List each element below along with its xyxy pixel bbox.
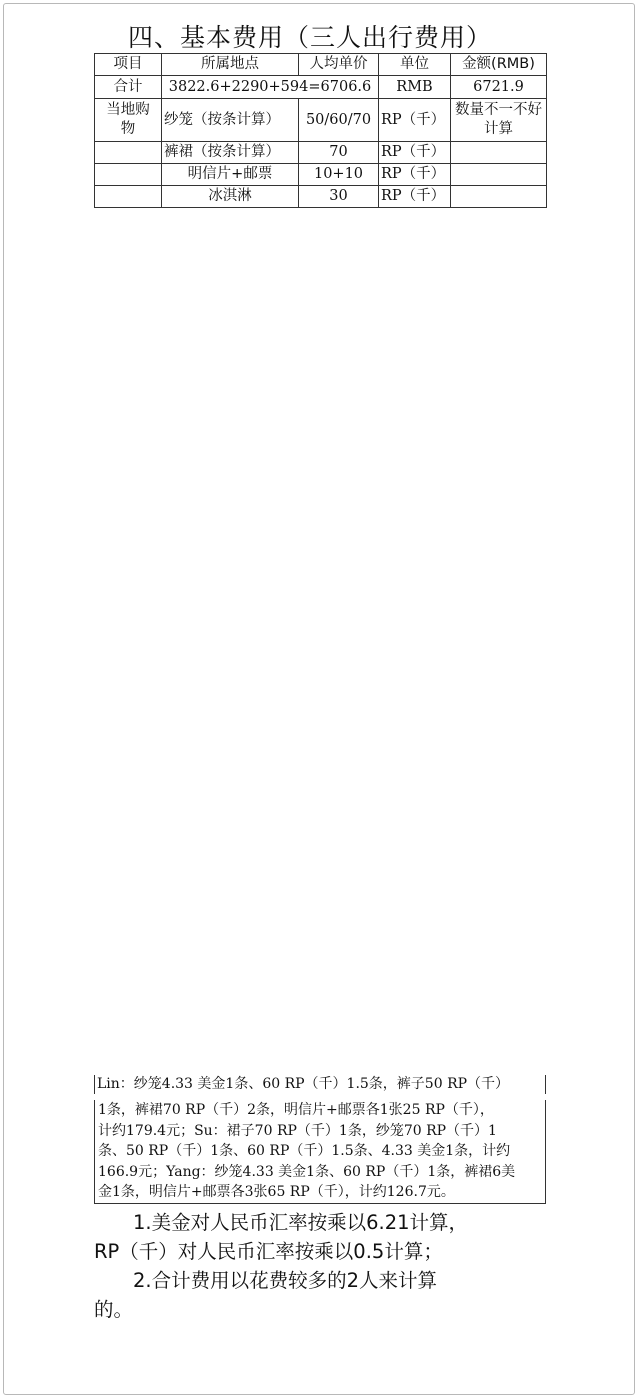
cell-amount (451, 142, 547, 164)
total-label: 合计 (95, 76, 162, 99)
shopping-row (95, 164, 547, 186)
footnotes (94, 1208, 554, 1324)
cell-amount: 数量不一不好计算 (451, 99, 547, 142)
footnote-line: RP（千）对人民币汇率按乘以0.5计算； (94, 1240, 443, 1263)
cell-unit: RP（千） (379, 142, 451, 164)
shopping-row (95, 186, 547, 208)
cell-amount (451, 164, 547, 186)
table-total-row (95, 76, 547, 99)
cell-unit: RP（千） (379, 186, 451, 208)
total-amount: 6721.9 (451, 76, 547, 99)
shopping-note-lin: Lin：纱笼4.33 美金1条、60 RP（千）1.5条，裤子50 RP（千） (94, 1075, 546, 1094)
cell-place: 明信片+邮票 (162, 164, 299, 186)
cell-unit: RP（千） (379, 164, 451, 186)
cell-item: 当地购物 (95, 99, 162, 142)
cell-price: 70 (299, 142, 379, 164)
fee-table (94, 53, 547, 208)
footnote-line: 1.美金对人民币汇率按乘以6.21计算， (94, 1211, 469, 1234)
cell-price: 30 (299, 186, 379, 208)
cell-item (95, 186, 162, 208)
cell-place: 纱笼（按条计算） (162, 99, 299, 142)
shopping-note-block (94, 1100, 546, 1204)
shopping-note-line: 金1条，明信片+邮票各3张65 RP（千），计约126.7元。 (98, 1184, 455, 1200)
section-title: 四、基本费用（三人出行费用） (128, 23, 493, 52)
total-unit: RMB (379, 76, 451, 99)
total-formula: 3822.6+2290+594=6706.6 (162, 76, 379, 99)
column-header-price: 人均单价 (299, 54, 379, 76)
footnote-line: 2.合计费用以花费较多的2人来计算 (94, 1269, 438, 1292)
cell-place: 冰淇淋 (162, 186, 299, 208)
column-header-unit: 单位 (379, 54, 451, 76)
cell-item (95, 142, 162, 164)
cell-place: 裤裙（按条计算） (162, 142, 299, 164)
shopping-note-line: 1条，裤裙70 RP（千）2条，明信片+邮票各1张25 RP（千）， (98, 1102, 494, 1118)
shopping-note-line: 166.9元；Yang：纱笼4.33 美金1条、60 RP（千）1条，裤裙6美 (98, 1163, 516, 1180)
column-header-place: 所属地点 (162, 54, 299, 76)
shopping-note-line: 条、50 RP（千）1条、60 RP（千）1.5条、4.33 美金1条，计约 (98, 1143, 511, 1159)
cell-amount (451, 186, 547, 208)
footnote-line: 的。 (94, 1298, 134, 1321)
cell-price: 10+10 (299, 164, 379, 186)
cell-item (95, 164, 162, 186)
column-header-item: 项目 (95, 54, 162, 76)
column-header-amount: 金额(RMB) (451, 54, 547, 76)
shopping-row (95, 99, 547, 142)
table-header-row (95, 54, 547, 76)
cell-price: 50/60/70 (299, 99, 379, 142)
cell-unit: RP（千） (379, 99, 451, 142)
shopping-row (95, 142, 547, 164)
shopping-note-line: 计约179.4元；Su：裙子70 RP（千）1条，纱笼70 RP（千）1 (98, 1122, 497, 1139)
